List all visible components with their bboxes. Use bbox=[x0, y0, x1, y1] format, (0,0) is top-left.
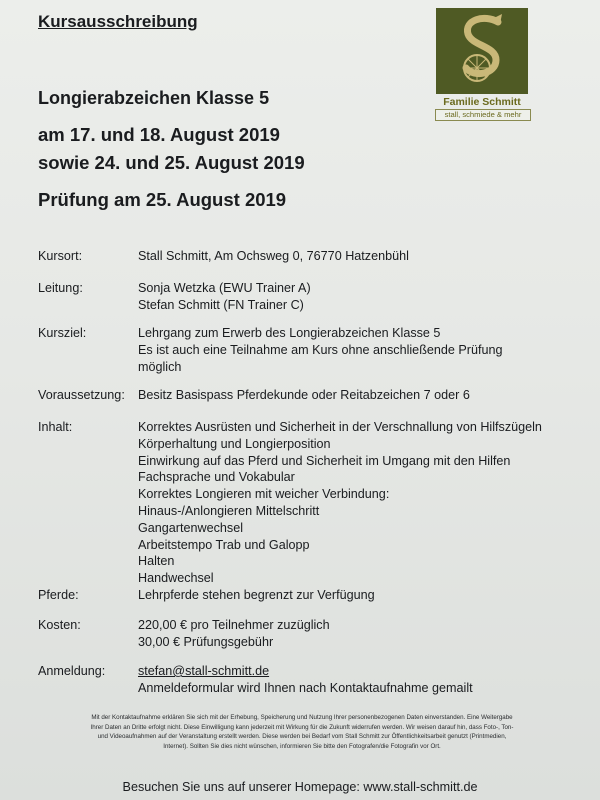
course-date-1: am 17. und 18. August 2019 bbox=[38, 124, 280, 145]
inhalt-line: Korrektes Longieren mit weicher Verbindung: bbox=[138, 487, 390, 502]
email-link[interactable]: stefan@stall-schmitt.de bbox=[138, 664, 270, 678]
label-kursort: Kursort: bbox=[38, 249, 83, 263]
disclaimer-line: Ihrer Daten an Dritte erfolgt nicht. Diese Einwilligung kann jederzeit mit Wirkung für die Zukunft widerrufen werden. Wir weisen darauf hin, dass Foto-, Ton- bbox=[90, 723, 514, 731]
kosten-line: 30,00 € Prüfungsgebühr bbox=[138, 634, 274, 649]
inhalt-line: Halten bbox=[138, 554, 175, 569]
document-heading: Kursausschreibung bbox=[38, 12, 198, 31]
logo-name: Familie Schmitt bbox=[443, 96, 521, 108]
leitung-line: Stefan Schmitt (FN Trainer C) bbox=[138, 297, 304, 312]
exam-date: Prüfung am 25. August 2019 bbox=[38, 189, 287, 210]
label-kursziel: Kursziel: bbox=[38, 326, 87, 340]
disclaimer-line: Internet). Sollten Sie dies nicht wünschen, informieren Sie bitte den Fotografen/die Fotografin vor Ort. bbox=[163, 742, 441, 750]
inhalt-line: Einwirkung auf das Pferd und Sicherheit im Umgang mit den Hilfen bbox=[138, 453, 511, 468]
kosten-line: 220,00 € pro Teilnehmer zuzüglich bbox=[138, 618, 330, 632]
inhalt-line: Hinaus-/Anlongieren Mittelschritt bbox=[138, 503, 320, 518]
kursziel-line: Lehrgang zum Erwerb des Longierabzeichen Klasse 5 bbox=[138, 326, 441, 340]
label-voraussetzung: Voraussetzung: bbox=[38, 388, 125, 402]
label-pferde: Pferde: bbox=[38, 588, 79, 602]
course-title: Longierabzeichen Klasse 5 bbox=[38, 88, 270, 108]
privacy-disclaimer bbox=[44, 713, 560, 751]
leitung-line: Sonja Wetzka (EWU Trainer A) bbox=[138, 281, 311, 295]
kursort-value: Stall Schmitt, Am Ochsweg 0, 76770 Hatzenbühl bbox=[138, 249, 409, 263]
voraussetzung-value: Besitz Basispass Pferdekunde oder Reitabzeichen 7 oder 6 bbox=[138, 388, 470, 402]
label-leitung: Leitung: bbox=[38, 281, 83, 295]
anmeldung-line: Anmeldeformular wird Ihnen nach Kontaktaufnahme gemailt bbox=[138, 680, 473, 695]
inhalt-line: Gangartenwechsel bbox=[138, 520, 244, 535]
kursziel-line: möglich bbox=[138, 359, 182, 374]
family-logo bbox=[436, 8, 528, 120]
course-date-2: sowie 24. und 25. August 2019 bbox=[38, 152, 305, 173]
inhalt-line: Fachsprache und Vokabular bbox=[138, 470, 295, 485]
inhalt-line: Körperhaltung und Longierposition bbox=[138, 436, 331, 451]
logo-subtitle: stall, schmiede & mehr bbox=[435, 109, 531, 121]
disclaimer-line: und Videoaufnahmen auf der Veranstaltung erstellt werden. Diese werden bei Bedarf vom Stall Schmitt zur Öffentlichkeitsarbeit genutzt (Printmedien, bbox=[97, 733, 507, 741]
kursziel-line: Es ist auch eine Teilnahme am Kurs ohne anschließende Prüfung bbox=[138, 342, 503, 357]
horse-s-icon bbox=[436, 8, 528, 94]
inhalt-line: Arbeitstempo Trab und Galopp bbox=[138, 537, 310, 552]
homepage-footer: Besuchen Sie uns auf unserer Homepage: www.stall-schmitt.de bbox=[122, 780, 478, 794]
disclaimer-line: Mit der Kontaktaufnahme erklären Sie sich mit der Erhebung, Speicherung und Nutzung Ihrer personenbezogenen Daten einverstanden. Eine Weitergabe bbox=[91, 714, 513, 721]
inhalt-line: Handwechsel bbox=[138, 571, 214, 586]
label-inhalt: Inhalt: bbox=[38, 420, 73, 434]
label-kosten: Kosten: bbox=[38, 618, 81, 632]
logo-emblem bbox=[436, 8, 528, 94]
inhalt-line: Korrektes Ausrüsten und Sicherheit in der Verschnallung von Hilfszügeln bbox=[138, 420, 542, 434]
label-anmeldung: Anmeldung: bbox=[38, 664, 106, 678]
pferde-value: Lehrpferde stehen begrenzt zur Verfügung bbox=[138, 588, 375, 602]
